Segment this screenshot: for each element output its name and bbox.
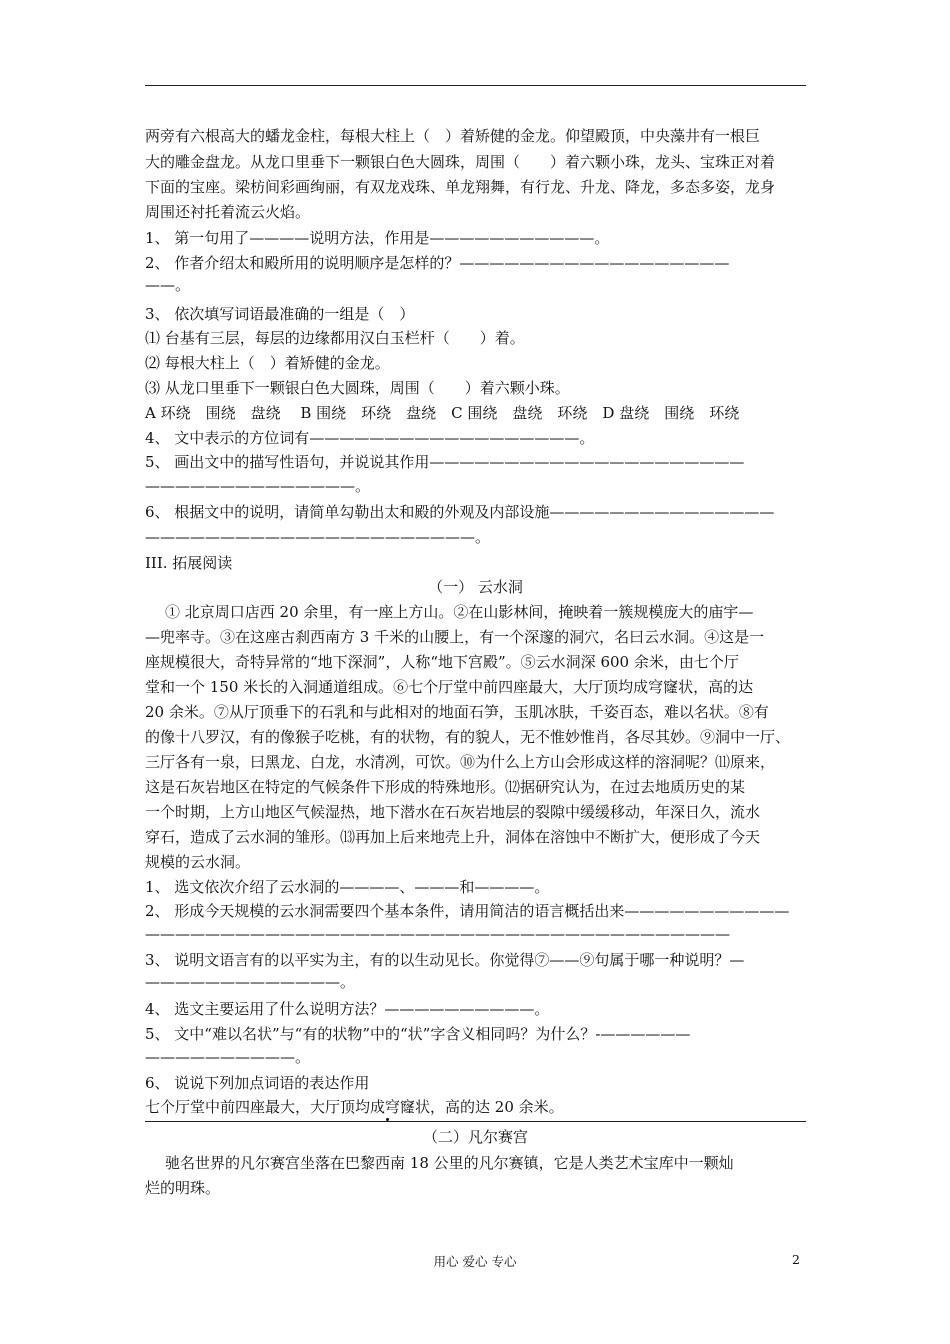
reading-title: （二）凡尔赛宫: [422, 1128, 528, 1146]
question-line: 2、 作者介绍太和殿所用的说明顺序是怎样的？——————————————————: [145, 254, 730, 272]
option-line: ⑶ 从龙口里垂下一颗银白色大圆珠，周围（ ）着六颗小珠。: [145, 379, 570, 397]
passage-line: 周围还衬托着流云火焰。: [145, 203, 311, 221]
page-number: 2: [792, 1252, 800, 1267]
passage-line: 两旁有六根高大的蟠龙金柱，每根大柱上（ ）着矫健的金龙。仰望殿顶，中央藻井有一根巨: [145, 127, 761, 145]
question-line: 3、 依次填写词语最准确的一组是（ ）: [145, 305, 415, 323]
reading-line: 三厅各有一泉，曰黑龙、白龙，水清冽，可饮。⑩为什么上方山会形成这样的溶洞呢？⑾原来，: [145, 753, 776, 771]
question-line: ——————————。: [145, 1048, 311, 1066]
question-line: 1、 选文依次介绍了云水洞的————、———和————。: [145, 878, 550, 896]
reading-line: ① 北京周口店西 20 余里，有一座上方山。②在山影林间，掩映着一簇规模庞大的庙宇—: [165, 603, 754, 621]
question-line: —————————————。: [145, 973, 356, 991]
reading-line: 穿石，造成了云水洞的雏形。⒀再加上后来地壳上升，洞体在溶蚀中不断扩大，便形成了今天: [145, 828, 761, 846]
question-line: 5、 文中“难以名状”与“有的状物”中的“状”字含义相同吗？为什么？-——————: [145, 1025, 691, 1043]
option-line: ⑵ 每根大柱上（ ）着矫健的金龙。: [145, 354, 390, 372]
reading-line: 20 余米。⑦从厅顶垂下的石乳和与此相对的地面石笋，玉肌冰肤，千姿百态，难以名状。⑧有: [145, 703, 769, 721]
reading-line: 一个时期，上方山地区气候湿热，地下潜水在石灰岩地层的裂隙中缓缓移动，年深日久，流水: [145, 803, 761, 821]
option-line: ⑴ 台基有三层，每层的边缘都用汉白玉栏杆（ ）着。: [145, 329, 525, 347]
question-line: ———————————————————————————————————————: [145, 925, 730, 943]
passage-line: 大的雕金盘龙。从龙口里垂下一颗银白色大圆珠，周围（ ）着六颗小珠，龙头、宝珠正对着: [145, 153, 776, 171]
reading-line: 这是石灰岩地区在特定的气候条件下形成的特殊地形。⑿据研究认为，在过去地质历史的某: [145, 778, 746, 796]
section-rule: [145, 1121, 806, 1122]
reading-line: —兜率寺。③在这座古刹西南方 3 千米的山腰上，有一个深邃的洞穴，名曰云水洞。④这是一: [145, 628, 765, 646]
footer-motto: 用心 爱心 专心: [433, 1254, 517, 1269]
reading-line: 堂和一个 150 米长的入洞通道组成。⑥七个厅堂中前四座最大，大厅顶均成穹窿状，高的达: [145, 678, 754, 696]
question-line: 6、 说说下列加点词语的表达作用: [145, 1074, 370, 1092]
question-line: 5、 画出文中的描写性语句，并说说其作用—————————————————————: [145, 453, 745, 471]
question-line: 4、 文中表示的方位词有——————————————————。: [145, 429, 595, 447]
question-line: ——。: [145, 276, 191, 294]
question-line: ——————————————————————。: [145, 528, 491, 546]
question-line: 2、 形成今天规模的云水洞需要四个基本条件，请用简洁的语言概括出来———————————: [145, 902, 790, 920]
question-line: ——————————————。: [145, 477, 371, 495]
reading-line: 规模的云水洞。: [145, 853, 251, 871]
question-line: 6、 根据文中的说明，请简单勾勒出太和殿的外观及内部设施———————————————: [145, 503, 775, 521]
passage-line: 下面的宝座。梁枋间彩画绚丽，有双龙戏珠、单龙翔舞，有行龙、升龙、降龙，多态多姿，龙身: [145, 178, 776, 196]
answer-choices: A 环绕 围绕 盘绕 B 围绕 环绕 盘绕 C 围绕 盘绕 环绕 D 盘绕 围绕 环绕: [145, 404, 740, 422]
question-line: 1、 第一句用了————说明方法，作用是———————————。: [145, 229, 610, 247]
reading-line: 烂的明珠。: [145, 1179, 221, 1197]
reading-line: 的像十八罗汉，有的像猴子吃桃，有的状物，有的貌人，无不惟妙惟肖，各尽其妙。⑨洞中一厅、: [145, 728, 791, 746]
section-heading: III. 拓展阅读: [145, 554, 233, 572]
reading-title: （一） 云水洞: [428, 578, 523, 596]
reading-line: 座规模很大，奇特异常的“地下深洞”，人称“地下宫殿”。⑤云水洞深 600 余米，由七个厅: [145, 653, 739, 671]
question-line: 4、 选文主要运用了什么说明方法？——————————。: [145, 1000, 550, 1018]
question-line: 3、 说明文语言有的以平实为主，有的以生动见长。你觉得⑦——⑨句属于哪一种说明？—: [145, 951, 745, 969]
header-rule: [145, 85, 806, 86]
reading-line: 驰名世界的凡尔赛宫坐落在巴黎西南 18 公里的凡尔赛镇，它是人类艺术宝库中一颗灿: [165, 1154, 734, 1172]
example-sentence: 七个厅堂中前四座最大，大厅顶均成穹窿状，高的达 20 余米。: [145, 1098, 564, 1116]
